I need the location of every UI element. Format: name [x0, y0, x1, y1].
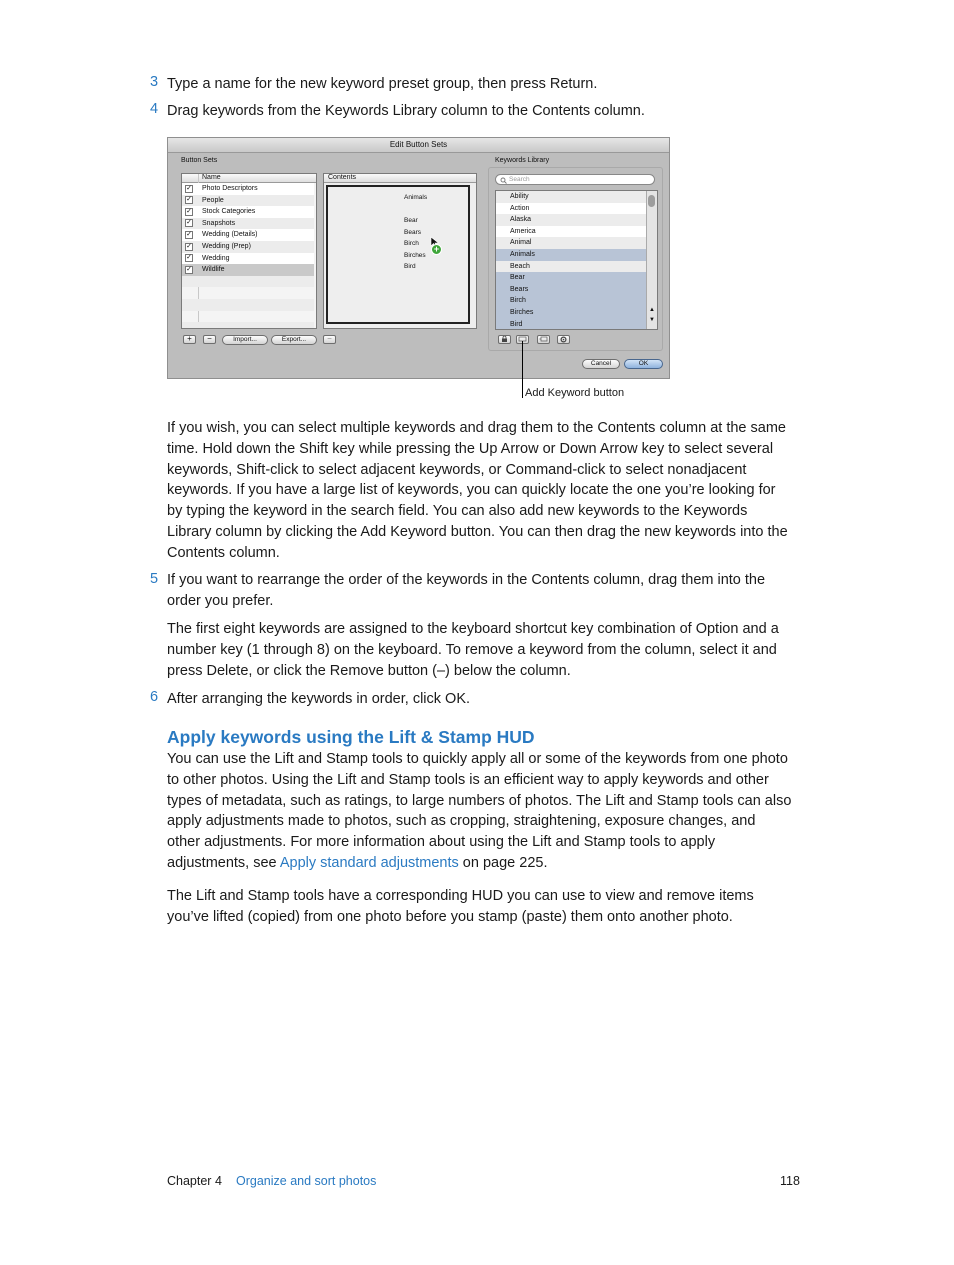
empty-row: [182, 322, 314, 329]
button-set-row[interactable]: [182, 241, 314, 253]
empty-row: [182, 299, 314, 311]
keyword-row-selected[interactable]: [496, 249, 646, 261]
keyword-label: Bird: [510, 320, 523, 328]
step-text: After arranging the keywords in order, click OK.: [167, 691, 471, 707]
keyword-label: America: [510, 227, 536, 235]
apply-standard-adjustments-link[interactable]: Apply standard adjustments: [279, 854, 459, 871]
keyword-label: Bears: [510, 285, 529, 293]
ok-button[interactable]: OK: [624, 359, 663, 369]
scrollbar-thumb[interactable]: [648, 195, 655, 207]
lock-button[interactable]: [498, 335, 511, 344]
scroll-up-arrow-icon[interactable]: ▲: [649, 307, 655, 313]
drag-add-badge-icon: +: [431, 244, 442, 255]
keyword-row[interactable]: [496, 203, 646, 215]
keyword-row-selected[interactable]: [496, 284, 646, 296]
step-text: If you want to rearrange the order of the keywords in the Contents column, drag them into the order you prefer.: [167, 572, 766, 609]
button-set-checkbox[interactable]: ✓: [186, 184, 192, 192]
keyword-label: Birches: [510, 309, 534, 316]
footer-chapter: Chapter 4: [167, 1174, 222, 1188]
name-header-label: Name: [202, 174, 221, 181]
scroll-down-arrow-icon[interactable]: ▼: [649, 317, 655, 323]
import-button[interactable]: Import...: [222, 335, 268, 345]
page-number: 118: [780, 1174, 800, 1188]
button-sets-list[interactable]: [181, 173, 317, 329]
keyword-row-selected[interactable]: [496, 272, 646, 284]
name-column-header[interactable]: [182, 174, 316, 183]
gear-icon: [560, 336, 567, 343]
body-paragraph: [167, 749, 792, 874]
keyword-row-selected[interactable]: [496, 319, 646, 330]
button-set-name: People: [202, 196, 224, 204]
keyword-label: Beach: [510, 262, 530, 270]
button-set-name: Snapshots: [202, 219, 236, 227]
button-set-checkbox[interactable]: ✓: [186, 242, 192, 250]
button-set-checkbox[interactable]: ✓: [186, 219, 192, 227]
button-sets-label: Button Sets: [181, 157, 218, 164]
button-set-name: Wedding (Prep): [202, 243, 251, 250]
button-set-row[interactable]: [182, 183, 314, 195]
contents-list[interactable]: [323, 173, 477, 329]
contents-item[interactable]: Bird: [404, 263, 416, 271]
button-set-checkbox[interactable]: ✓: [186, 265, 192, 273]
paragraph-text: on page 225.: [458, 854, 548, 871]
button-set-name: Photo Descriptors: [202, 185, 258, 192]
step-text: Type a name for the new keyword preset group, then press Return.: [167, 76, 598, 92]
cancel-button[interactable]: Cancel: [582, 359, 620, 369]
contents-item[interactable]: Bear: [404, 217, 418, 224]
button-set-row-selected[interactable]: [182, 264, 314, 276]
remove-button-set-button[interactable]: −: [203, 335, 216, 344]
empty-row: [182, 276, 314, 288]
step-number: 3: [150, 74, 159, 90]
button-set-row[interactable]: [182, 195, 314, 207]
keyword-label: Alaska: [510, 216, 532, 224]
button-set-checkbox[interactable]: ✓: [186, 196, 192, 204]
lock-icon: [501, 336, 508, 342]
keyword-row-selected[interactable]: [496, 307, 646, 319]
callout-label: Add Keyword button: [525, 387, 625, 399]
add-subordinate-keyword-button[interactable]: [537, 335, 550, 344]
button-set-row[interactable]: [182, 218, 314, 230]
add-subkeyword-icon: [539, 336, 548, 342]
button-set-row[interactable]: [182, 206, 314, 218]
body-paragraph: The Lift and Stamp tools have a corresponding HUD you can use to view and remove items you’ve lifted (copied) from one photo before you stamp (paste) them onto another photo.: [167, 888, 754, 925]
body-paragraph: The first eight keywords are assigned to the keyboard shortcut key combination of Option and a number key (1 through 8) on the keyboard. To remove a keyword from the column, select it and press Delete, or click the Remove button (–) below the column.: [167, 621, 779, 679]
step-number: 5: [150, 571, 159, 587]
button-set-name: Wedding: [202, 254, 230, 262]
keyword-label: Bear: [510, 274, 525, 282]
search-placeholder: Search: [509, 176, 530, 183]
edit-button-sets-dialog: [167, 137, 670, 379]
section-heading: Apply keywords using the Lift & Stamp HUD: [167, 727, 535, 747]
keyword-label: Birch: [510, 297, 526, 305]
step-number: 6: [150, 689, 159, 705]
step-text: Drag keywords from the Keywords Library column to the Contents column.: [167, 103, 645, 119]
contents-remove-button[interactable]: −: [323, 335, 336, 344]
button-set-checkbox[interactable]: ✓: [186, 230, 192, 238]
body-paragraph: If you wish, you can select multiple keywords and drag them to the Contents column at the same time. Hold down the Shift key while pressing the Up Arrow or Down Arrow key to select several keywords, Shift-click to select adjacent keywords, or Command-click to select nonadjacent keywords. If you have a large list of keywords, you can quickly locate the one you’re looking for by typing the keyword in the search field. You can also add new keywords to the Keywords Library column by clicking the Add Keyword button. You can then drag the new keywords into the Contents column.: [167, 420, 788, 561]
drop-target-highlight: [326, 185, 470, 324]
keyword-row[interactable]: [496, 237, 646, 249]
step-number: 4: [150, 101, 159, 117]
export-button[interactable]: Export...: [271, 335, 317, 345]
contents-header-label: Contents: [328, 174, 357, 181]
add-button-set-button[interactable]: +: [183, 335, 196, 344]
button-set-row[interactable]: [182, 229, 314, 241]
paragraph-text: You can use the Lift and Stamp tools to quickly apply all or some of the keywords from one photo to other photos. Using the Lift and Stamp tools is an efficient way to apply keywords and other types of metadata, such as ratings, to large numbers of photos. The Lift and Stamp tools can also apply adjustments made to photos, such as cropping, straightening, exposure changes, and other adjustments. For more information about using the Lift and Stamp tools to apply adjustments, see: [167, 751, 792, 871]
keyword-label: Action: [510, 204, 530, 212]
contents-item[interactable]: Animals: [404, 194, 428, 201]
keyword-row[interactable]: [496, 261, 646, 273]
footer-chapter-link[interactable]: Organize and sort photos: [236, 1174, 377, 1188]
keyword-row-selected[interactable]: [496, 295, 646, 307]
search-icon: [500, 177, 507, 184]
keyword-label: Animal: [510, 239, 532, 247]
keyword-search-input[interactable]: [495, 174, 655, 185]
keywords-scrollbar[interactable]: [646, 191, 657, 329]
button-set-name: Stock Categories: [202, 208, 256, 216]
keyword-label: Ability: [510, 193, 529, 200]
contents-item[interactable]: Birches: [404, 251, 426, 259]
button-set-name: Wildlife: [202, 266, 225, 274]
keywords-library-list[interactable]: [495, 190, 658, 330]
callout-line: [522, 341, 523, 398]
button-set-row[interactable]: [182, 253, 314, 265]
action-menu-button[interactable]: [557, 335, 570, 344]
keyword-row[interactable]: [496, 214, 646, 226]
keyword-label: Animals: [510, 251, 535, 258]
contents-item[interactable]: Birch: [404, 240, 419, 248]
keyword-row[interactable]: [496, 191, 646, 203]
button-set-checkbox[interactable]: ✓: [186, 254, 192, 262]
button-set-name: Wedding (Details): [202, 231, 258, 239]
contents-item[interactable]: Bears: [404, 228, 421, 236]
keywords-library-label: Keywords Library: [495, 157, 550, 164]
keyword-row[interactable]: [496, 226, 646, 238]
button-set-checkbox[interactable]: ✓: [186, 207, 192, 215]
dialog-title: Edit Button Sets: [168, 138, 669, 153]
contents-column-header[interactable]: [324, 174, 476, 183]
